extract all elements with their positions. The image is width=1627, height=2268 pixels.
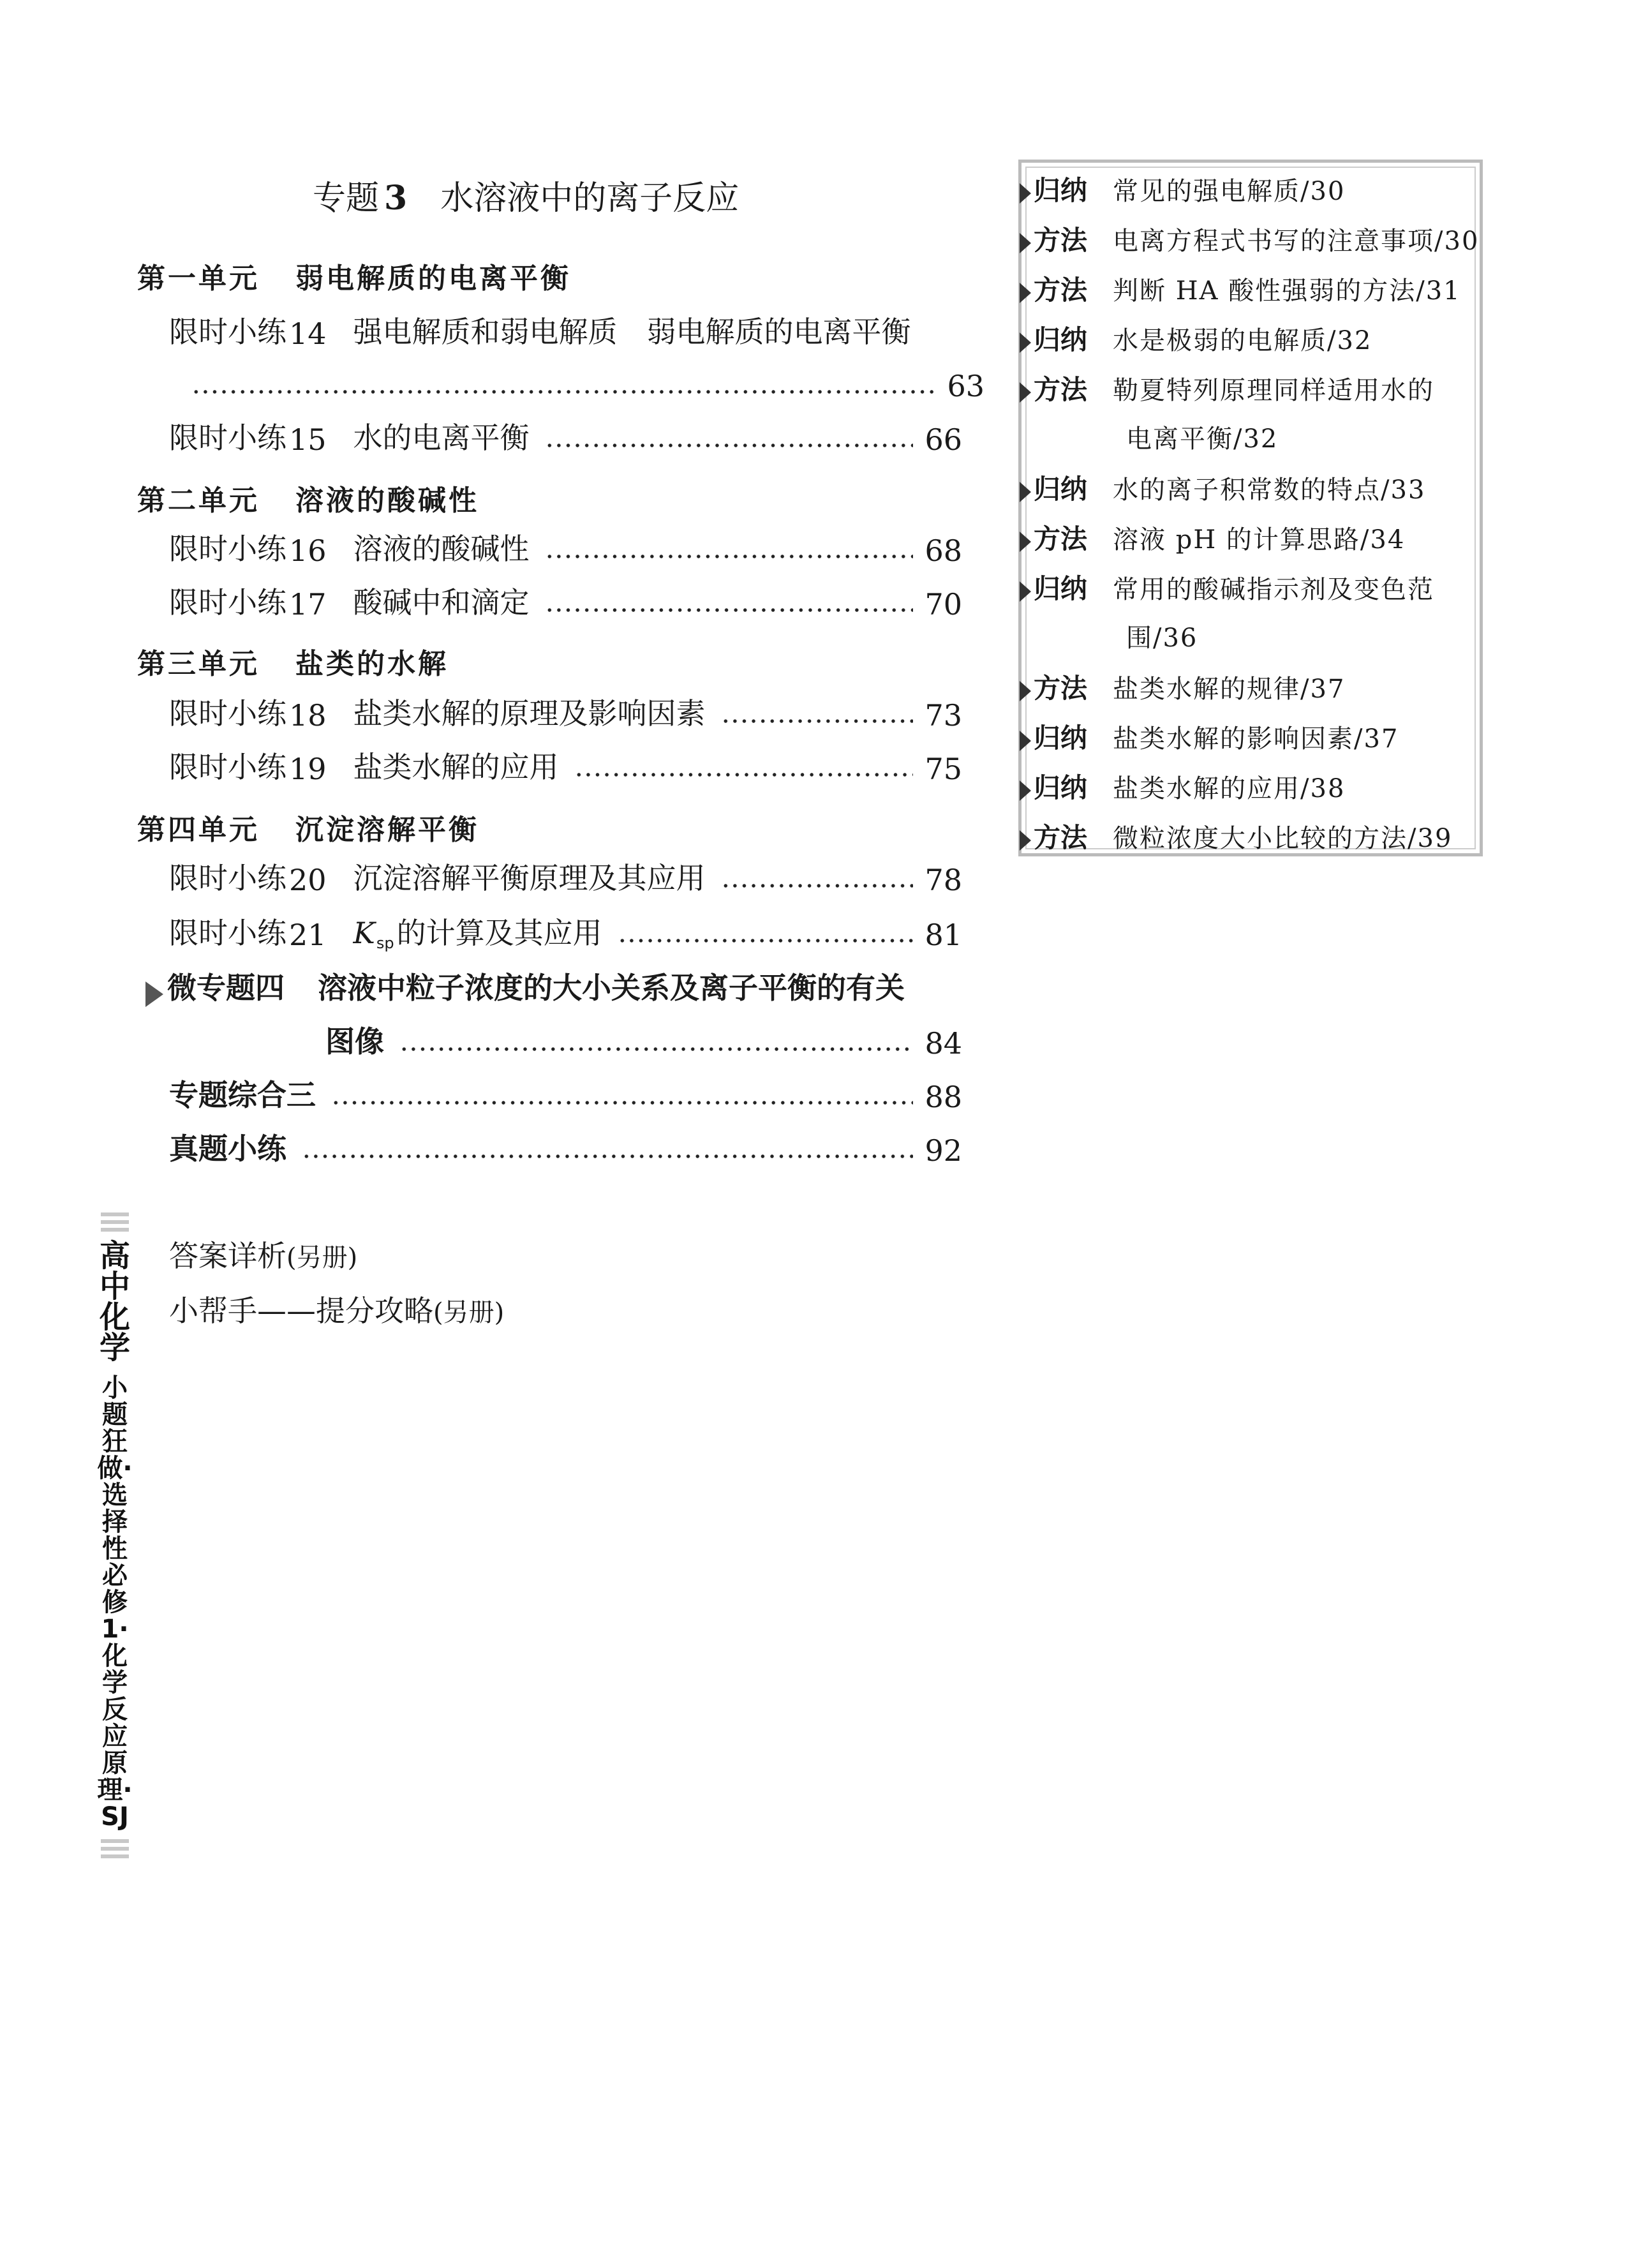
extra-note: (另册): [286, 1243, 358, 1272]
sidebar-text: 微粒浓度大小比较的方法/39: [1113, 824, 1453, 853]
sidebar-item[interactable]: [1020, 518, 1405, 556]
drill-label: 限时小练: [169, 421, 286, 455]
toc-entry[interactable]: [169, 582, 962, 622]
drill-title: 水的电离平衡: [353, 421, 530, 455]
toc-entry[interactable]: [169, 417, 962, 457]
sidebar-tag: 归纳: [1034, 474, 1088, 505]
toc-entry[interactable]: [169, 747, 962, 786]
triangle-bullet-icon: [1020, 731, 1031, 751]
sidebar-item[interactable]: [1020, 568, 1434, 606]
drill-title: 盐类水解的原理及影响因素: [353, 696, 706, 731]
drill-title: 溶液的酸碱性: [353, 532, 530, 566]
dot-leader: [574, 771, 914, 779]
drill-label: 限时小练: [169, 585, 286, 620]
helper-booklet-entry[interactable]: [169, 1288, 504, 1330]
sidebar-tag: 方法: [1034, 822, 1088, 853]
dot-leader: [545, 442, 914, 449]
micro-topic-title-line2: 图像: [325, 1024, 384, 1059]
unit-heading[interactable]: [137, 807, 479, 847]
triangle-bullet-icon: [1020, 482, 1031, 502]
triangle-bullet-icon: [1020, 830, 1031, 851]
sidebar-text: 勒夏特列原理同样适用水的: [1113, 376, 1435, 405]
unit-name: 盐类的水解: [295, 648, 449, 680]
sidebar-text: 水的离子积常数的特点/33: [1113, 475, 1426, 505]
unit-name: 沉淀溶解平衡: [295, 814, 479, 846]
sidebar-text: 盐类水解的影响因素/37: [1113, 724, 1399, 754]
sidebar-item[interactable]: [1020, 717, 1399, 756]
topic-name: 水溶液中的离子反应: [440, 179, 739, 218]
sidebar-item[interactable]: [1020, 817, 1452, 855]
page-number: 78: [925, 863, 962, 897]
real-exam-entry[interactable]: [169, 1128, 962, 1168]
extra-note: (另册): [433, 1298, 505, 1327]
drill-label: 限时小练: [169, 696, 286, 731]
triangle-bullet-icon: [1020, 332, 1031, 353]
page-number: 73: [925, 698, 962, 733]
page-number: 66: [925, 422, 962, 457]
drill-label: 限时小练: [169, 861, 286, 895]
drill-number: 15: [289, 422, 327, 457]
ksp-subscript: sp: [376, 934, 394, 952]
unit-heading[interactable]: [137, 477, 479, 518]
sidebar-tag: 归纳: [1034, 175, 1088, 206]
sidebar-tag: 归纳: [1034, 772, 1088, 803]
sidebar-text-continuation: 围/36: [1126, 623, 1198, 653]
unit-label: 第一单元: [137, 262, 260, 295]
drill-number: 16: [289, 533, 327, 568]
triangle-bullet-icon: [1020, 681, 1031, 701]
dot-leader: [191, 388, 935, 396]
triangle-bullet-icon: [1020, 382, 1031, 403]
dot-leader: [721, 882, 914, 890]
spine-decoration-top: [101, 1212, 129, 1232]
page-number: 84: [925, 1026, 962, 1061]
drill-label: 限时小练: [169, 315, 286, 349]
spine-brand: 高中化学: [99, 1238, 130, 1366]
sidebar-item[interactable]: [1020, 668, 1345, 706]
spine-decoration-bottom: [101, 1839, 129, 1858]
drill-title: 盐类水解的应用: [353, 750, 559, 784]
toc-entry[interactable]: [169, 693, 962, 733]
triangle-bullet-icon: [1020, 532, 1031, 552]
dot-leader: [545, 606, 914, 614]
drill-title: 沉淀溶解平衡原理及其应用: [353, 861, 706, 895]
page-number: 70: [925, 587, 962, 622]
unit-label: 第二单元: [137, 484, 260, 517]
sidebar-item[interactable]: [1020, 170, 1345, 208]
micro-topic-label: 微专题四: [167, 971, 285, 1005]
unit-heading[interactable]: [137, 641, 449, 682]
book-spine-label: [96, 1212, 147, 1862]
triangle-bullet-icon: [1020, 581, 1031, 602]
real-exam-label: 真题小练: [169, 1131, 286, 1166]
drill-number: 19: [289, 752, 327, 786]
page-number: 63: [947, 369, 984, 403]
drill-title: 酸碱中和滴定: [353, 585, 530, 620]
drill-title: 强电解质和弱电解质 弱电解质的电离平衡: [353, 315, 911, 349]
sidebar-tag: 方法: [1034, 673, 1088, 704]
drill-number: 17: [289, 587, 327, 622]
sidebar-text: 电离方程式书写的注意事项/30: [1113, 227, 1480, 256]
triangle-bullet-icon: [1020, 233, 1031, 253]
sidebar-item[interactable]: [1020, 269, 1461, 308]
drill-label: 限时小练: [169, 750, 286, 784]
sidebar-tag: 方法: [1034, 225, 1088, 256]
unit-label: 第三单元: [137, 648, 260, 680]
triangle-bullet-icon: [1020, 780, 1031, 801]
page-number: 68: [925, 533, 962, 568]
toc-entry[interactable]: [169, 528, 962, 568]
drill-label: 限时小练: [169, 532, 286, 566]
unit-name: 溶液的酸碱性: [295, 484, 479, 517]
micro-topic-title: 溶液中粒子浓度的大小关系及离子平衡的有关: [318, 971, 905, 1005]
toc-entry[interactable]: [169, 311, 962, 351]
sidebar-text: 盐类水解的规律/37: [1113, 675, 1346, 704]
sidebar-tag: 方法: [1034, 523, 1088, 555]
ksp-title-rest: 的计算及其应用: [396, 916, 602, 950]
sidebar-text: 判断 HA 酸性强弱的方法/31: [1113, 276, 1461, 306]
sidebar-text: 盐类水解的应用/38: [1113, 774, 1346, 803]
topic-number: 3: [384, 179, 408, 218]
drill-number: 14: [289, 317, 327, 351]
drill-number: 21: [289, 918, 327, 952]
sidebar-text-continuation: 电离平衡/32: [1126, 424, 1279, 454]
sidebar-tag: 归纳: [1034, 324, 1088, 355]
drill-title: [353, 910, 602, 952]
unit-heading[interactable]: [137, 255, 571, 296]
dot-leader: [399, 1045, 913, 1053]
drill-number: 18: [289, 698, 327, 733]
answer-booklet-entry[interactable]: [169, 1233, 357, 1275]
sidebar-tag: 归纳: [1034, 722, 1088, 754]
toc-entry[interactable]: [169, 913, 962, 952]
drill-number: 20: [289, 863, 327, 897]
sidebar-tag: 方法: [1034, 274, 1088, 306]
topic-title: [313, 171, 739, 219]
triangle-bullet-icon: [1020, 183, 1031, 204]
play-arrow-icon: [145, 981, 163, 1007]
drill-label: 限时小练: [169, 916, 286, 950]
summary-entry[interactable]: [169, 1075, 962, 1114]
ksp-symbol: K: [353, 916, 375, 950]
sidebar-text: 常见的强电解质/30: [1113, 177, 1346, 206]
sidebar-item[interactable]: [1020, 369, 1434, 407]
dot-leader: [618, 937, 914, 944]
page-number: 81: [925, 918, 962, 952]
micro-topic-continuation[interactable]: [325, 1021, 962, 1061]
sidebar-text: 溶液 pH 的计算思路/34: [1113, 525, 1406, 555]
sidebar-tag: 方法: [1034, 374, 1088, 405]
page-number: 75: [925, 752, 962, 786]
dot-leader: [302, 1153, 913, 1160]
page-number: 88: [925, 1080, 962, 1114]
sidebar-text: 水是极弱的电解质/32: [1113, 326, 1372, 355]
toc-entry[interactable]: [169, 858, 962, 897]
extra-label: 小帮手——提分攻略: [169, 1294, 433, 1328]
triangle-bullet-icon: [1020, 283, 1031, 303]
unit-label: 第四单元: [137, 814, 260, 846]
summary-label: 专题综合三: [169, 1078, 316, 1112]
sidebar-item[interactable]: [1020, 767, 1345, 805]
micro-topic-entry[interactable]: [145, 967, 962, 1007]
sidebar-item[interactable]: [1020, 468, 1425, 507]
toc-entry-continuation[interactable]: [191, 364, 984, 403]
sidebar-text: 常用的酸碱指示剂及变色范: [1113, 575, 1435, 604]
unit-name: 弱电解质的电离平衡: [295, 262, 571, 295]
sidebar-tag: 归纳: [1034, 573, 1088, 604]
sidebar-item[interactable]: [1020, 319, 1372, 357]
dot-leader: [331, 1099, 913, 1107]
spine-series: 小题狂做·选择性必修1·化学反应原理·SJ: [97, 1373, 133, 1832]
dot-leader: [545, 553, 914, 560]
sidebar-item[interactable]: [1020, 220, 1479, 258]
extra-label: 答案详析: [169, 1239, 286, 1273]
dot-leader: [721, 717, 914, 725]
page-number: 92: [925, 1133, 962, 1168]
topic-label: 专题: [313, 179, 380, 218]
